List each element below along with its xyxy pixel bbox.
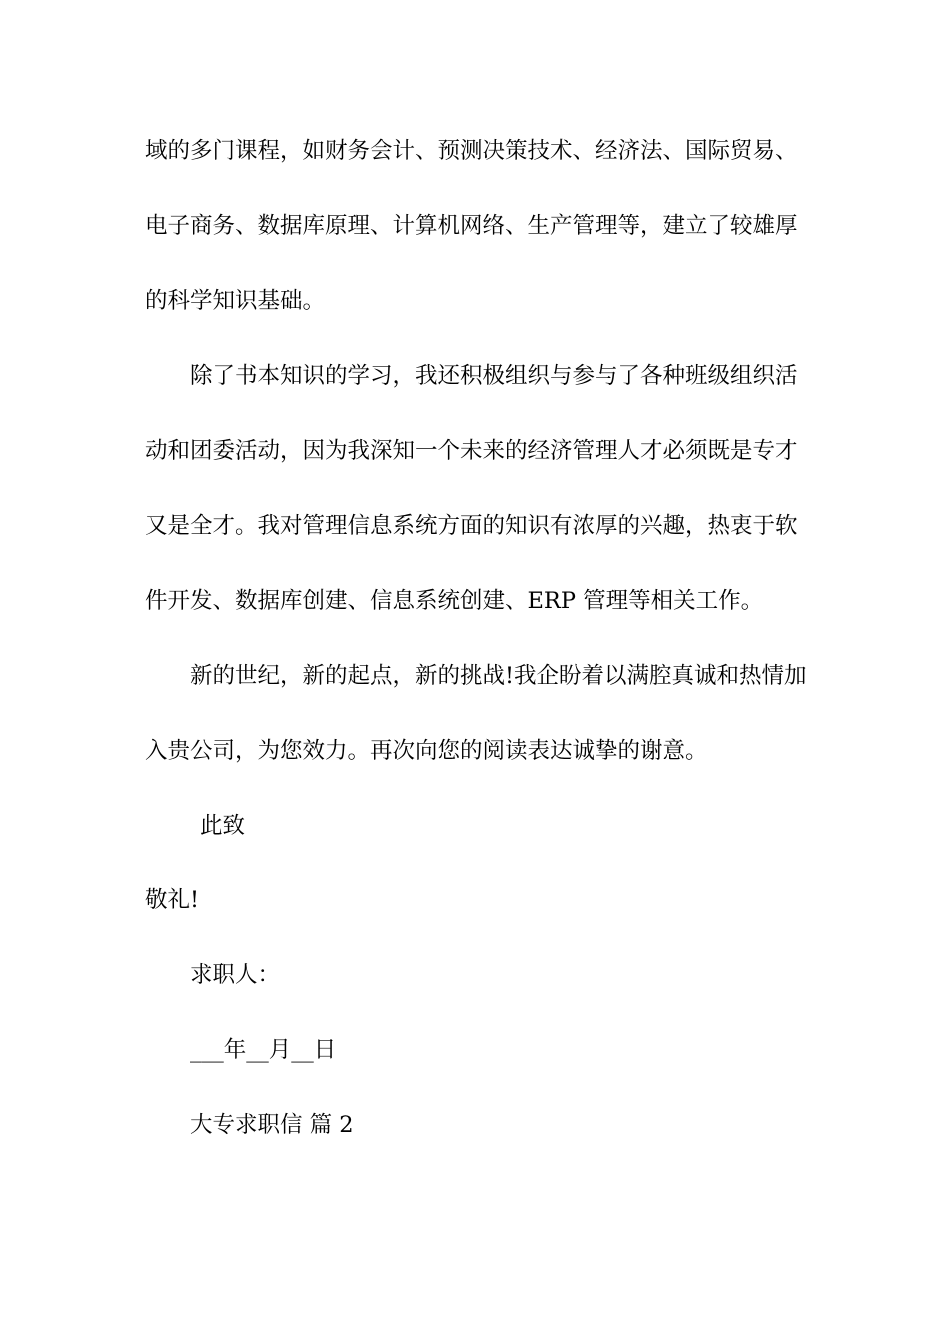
paragraph-line: 电子商务、数据库原理、计算机网络、生产管理等，建立了较雄厚 — [145, 213, 798, 239]
date-line: ___年__月__日 — [190, 1037, 337, 1063]
applicant-label: 求职人： — [190, 962, 281, 988]
paragraph-line: 除了书本知识的学习，我还积极组织与参与了各种班级组织活 — [190, 363, 798, 389]
paragraph-line: 域的多门课程，如财务会计、预测决策技术、经济法、国际贸易、 — [145, 138, 798, 164]
salutation: 此致 — [200, 813, 246, 839]
paragraph-line: 的科学知识基础。 — [145, 288, 326, 314]
paragraph-line: 入贵公司，为您效力。再次向您的阅读表达诚挚的谢意。 — [145, 738, 708, 764]
paragraph-line: 动和团委活动，因为我深知一个未来的经济管理人才必须既是专才 — [145, 438, 798, 464]
paragraph-line: 新的世纪，新的起点，新的挑战!我企盼着以满腔真诚和热情加 — [190, 663, 807, 689]
next-section-title: 大专求职信 篇 2 — [190, 1112, 354, 1138]
regards: 敬礼! — [145, 887, 200, 913]
paragraph-line: 又是全才。我对管理信息系统方面的知识有浓厚的兴趣，热衷于软 — [145, 513, 798, 539]
paragraph-line: 件开发、数据库创建、信息系统创建、ERP 管理等相关工作。 — [145, 588, 764, 614]
